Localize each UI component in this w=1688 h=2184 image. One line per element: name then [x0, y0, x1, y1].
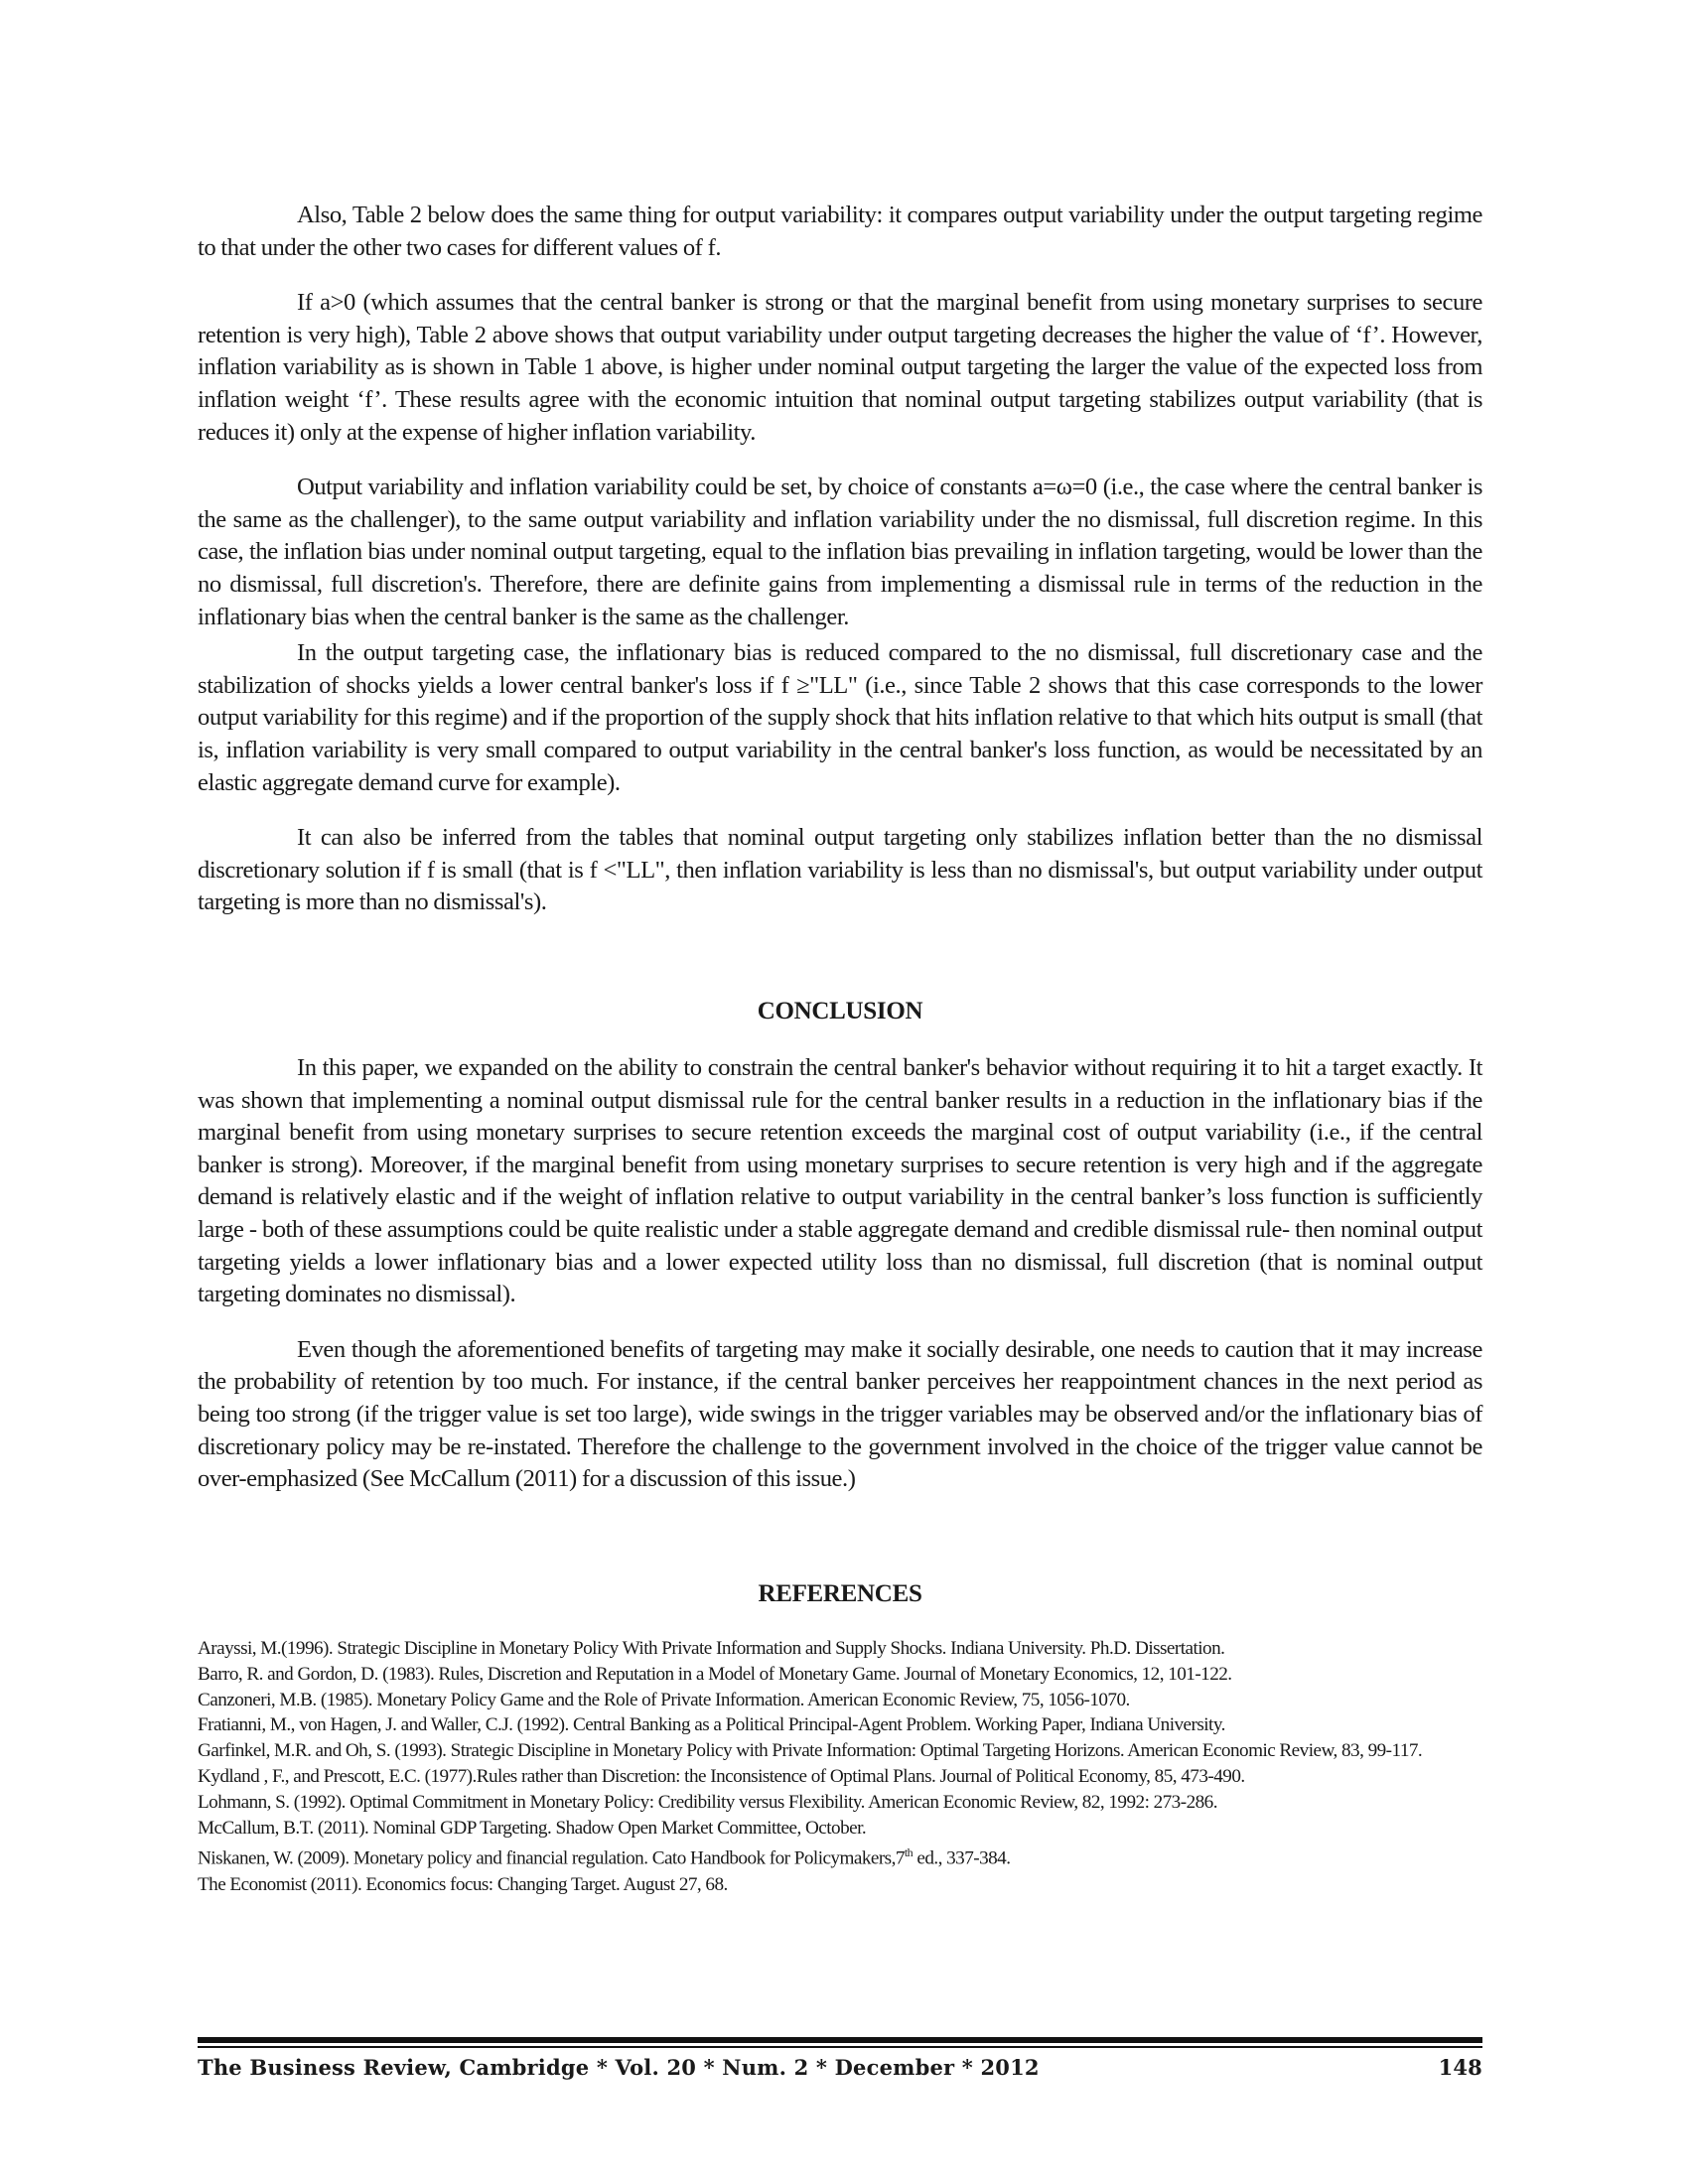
- reference-entry: Canzoneri, M.B. (1985). Monetary Policy Game and the Role of Private Information. American Economic Review, 75, 1056-1070.: [198, 1689, 1130, 1710]
- reference-text: ed., 337-384.: [913, 1847, 1011, 1869]
- reference-entry: [198, 1841, 1488, 1871]
- reference-entry: Barro, R. and Gordon, D. (1983). Rules, Discretion and Reputation in a Model of Monetary Game. Journal of Monetary Economics, 12, 101-122.: [198, 1663, 1232, 1685]
- reference-text: Niskanen, W. (2009). Monetary policy and financial regulation. Cato Handbook for Policymakers,7: [198, 1847, 905, 1869]
- reference-entry: Kydland , F., and Prescott, E.C. (1977).Rules rather than Discretion: the Inconsistence of Optimal Plans. Journal of Political Economy, 85, 473-490.: [198, 1765, 1245, 1787]
- paragraph: In the output targeting case, the inflationary bias is reduced compared to the no dismissal, full discretionary case and the stabilization of shocks yields a lower central banker's loss if f ≥"LL" (i.e., since Table 2 shows that this case corresponds to the lower output variability for this regime) and if the proportion of the supply shock that hits inflation relative to that which hits output is small (that is, inflation variability is very small compared to output variability in the central banker's loss function, as would be necessitated by an elastic aggregate demand curve for example).: [198, 639, 1482, 796]
- journal-citation: The Business Review, Cambridge * Vol. 20 * Num. 2 * December * 2012: [198, 2055, 1040, 2080]
- footer-rule: [198, 2046, 1482, 2048]
- superscript: th: [904, 1845, 914, 1860]
- reference-entry: The Economist (2011). Economics focus: Changing Target. August 27, 68.: [198, 1873, 728, 1895]
- reference-entry: Arayssi, M.(1996). Strategic Discipline in Monetary Policy With Private Information and Supply Shocks. Indiana University. Ph.D. Dissertation.: [198, 1638, 1225, 1659]
- reference-entry: McCallum, B.T. (2011). Nominal GDP Targeting. Shadow Open Market Committee, October.: [198, 1817, 867, 1839]
- page-footer: [198, 2055, 1482, 2080]
- reference-entry: Fratianni, M., von Hagen, J. and Waller, C.J. (1992). Central Banking as a Political Principal-Agent Problem. Working Paper, Indiana University.: [198, 1714, 1225, 1736]
- references-list: [198, 1636, 1488, 1897]
- reference-entry: Lohmann, S. (1992). Optimal Commitment in Monetary Policy: Credibility versus Flexibility. American Economic Review, 82, 1992: 273-286.: [198, 1791, 1217, 1813]
- paragraph: If a>0 (which assumes that the central banker is strong or that the marginal benefit from using monetary surprises to secure retention is very high), Table 2 above shows that output variability under output targeting decreases the higher the value of ‘f’. However, inflation variability as is shown in Table 1 above, is higher under nominal output targeting the larger the value of the expected loss from inflation weight ‘f’. These results agree with the economic intuition that nominal output targeting stabilizes output variability (that is reduces it) only at the expense of higher inflation variability.: [198, 289, 1482, 446]
- footer-rule: [198, 2037, 1482, 2043]
- paragraph: Output variability and inflation variability could be set, by choice of constants a=ω=0 (i.e., the case where the central banker is the same as the challenger), to the same output variability and inflation variability under the no dismissal, full discretion regime. In this case, the inflation bias under nominal output targeting, equal to the inflation bias prevailing in inflation targeting, would be lower than the no dismissal, full discretion's. Therefore, there are definite gains from implementing a dismissal rule in terms of the reduction in the inflationary bias when the central banker is the same as the challenger.: [198, 474, 1482, 630]
- references-heading: REFERENCES: [758, 1580, 922, 1607]
- paragraph: Even though the aforementioned benefits of targeting may make it socially desirable, one needs to caution that it may increase the probability of retention by too much. For instance, if the central banker perceives her reappointment chances in the next period as being too strong (if the trigger value is set too large), wide swings in the trigger variables may be observed and/or the inflationary bias of discretionary policy may be re-instated. Therefore the challenge to the government involved in the choice of the trigger value cannot be over-emphasized (See McCallum (2011) for a discussion of this issue.): [198, 1335, 1482, 1493]
- conclusion-text-block: [198, 1052, 1482, 1496]
- reference-entry: Garfinkel, M.R. and Oh, S. (1993). Strategic Discipline in Monetary Policy with Private Information: Optimal Targeting Horizons. American Economic Review, 83, 99-117.: [198, 1740, 1423, 1762]
- body-text-block: [198, 200, 1482, 919]
- page-number: 148: [1438, 2055, 1482, 2080]
- paragraph: It can also be inferred from the tables that nominal output targeting only stabilizes inflation better than the no dismissal discretionary solution if f is small (that is f <"LL", then inflation variability is less than no dismissal's, but output variability under output targeting is more than no dismissal's).: [198, 824, 1482, 916]
- paragraph: Also, Table 2 below does the same thing for output variability: it compares output variability under the output targeting regime to that under the other two cases for different values of f.: [198, 202, 1482, 261]
- conclusion-heading: CONCLUSION: [757, 998, 923, 1024]
- paragraph: In this paper, we expanded on the ability to constrain the central banker's behavior without requiring it to hit a target exactly. It was shown that implementing a nominal output dismissal rule for the central banker results in a reduction in the inflationary bias if the marginal benefit from using monetary surprises to secure retention exceeds the marginal cost of output variability (i.e., if the central banker is strong). Moreover, if the marginal benefit from using monetary surprises to secure retention is very high and if the aggregate demand is relatively elastic and if the weight of inflation relative to output variability in the central banker’s loss function is sufficiently large - both of these assumptions could be quite realistic under a stable aggregate demand and credible dismissal rule- then nominal output targeting yields a lower inflationary bias and a lower expected utility loss than no dismissal, full discretion (that is nominal output targeting dominates no dismissal).: [198, 1054, 1482, 1308]
